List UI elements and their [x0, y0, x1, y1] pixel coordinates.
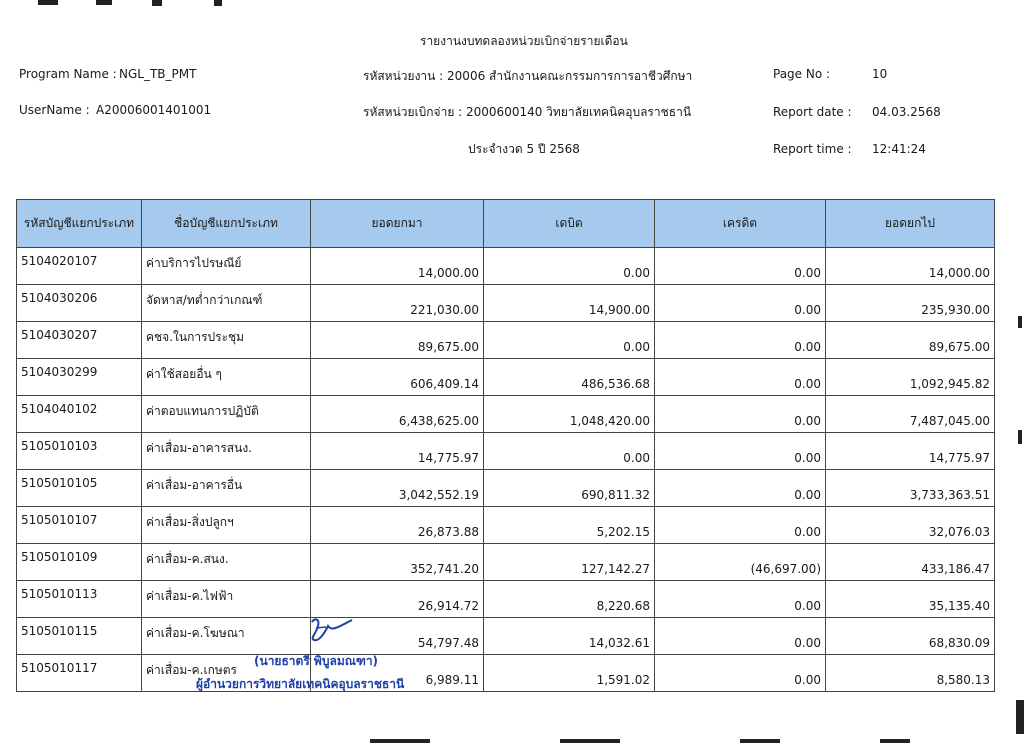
debit-cell: 1,048,420.00 [484, 396, 655, 433]
page-no-label: Page No : [773, 67, 831, 81]
account-code-cell: 5104030207 [17, 322, 142, 359]
credit-cell: 0.00 [655, 396, 826, 433]
credit-cell: 0.00 [655, 285, 826, 322]
account-code-cell: 5104020107 [17, 248, 142, 285]
scan-edge-mark [96, 0, 112, 5]
opening-balance-cell: 26,914.72 [311, 581, 484, 618]
account-name-cell: คชจ.ในการประชุม [142, 322, 311, 359]
opening-balance-cell: 26,873.88 [311, 507, 484, 544]
closing-balance-cell: 1,092,945.82 [826, 359, 995, 396]
closing-balance-cell: 14,000.00 [826, 248, 995, 285]
opening-balance-cell: 14,775.97 [311, 433, 484, 470]
program-name-value: NGL_TB_PMT [119, 67, 197, 81]
account-name-cell: ค่าเสื่อม-ค.ไฟฟ้า [142, 581, 311, 618]
username-label: UserName : [19, 103, 90, 117]
account-code-cell: 5105010117 [17, 655, 142, 692]
credit-cell: 0.00 [655, 359, 826, 396]
handwritten-signature [306, 612, 356, 646]
account-code-cell: 5105010109 [17, 544, 142, 581]
signatory-name: (นายธาตรี พิบูลมณฑา) [254, 654, 379, 668]
report-date-value: 04.03.2568 [872, 105, 941, 119]
table-row [17, 618, 995, 655]
table-row [17, 359, 995, 396]
closing-balance-cell: 14,775.97 [826, 433, 995, 470]
table-row [17, 322, 995, 359]
credit-cell: (46,697.00) [655, 544, 826, 581]
closing-balance-cell: 32,076.03 [826, 507, 995, 544]
closing-balance-cell: 7,487,045.00 [826, 396, 995, 433]
closing-balance-cell: 3,733,363.51 [826, 470, 995, 507]
scan-edge-mark [740, 739, 780, 743]
account-code-cell: 5104030206 [17, 285, 142, 322]
account-name-cell: ค่าเสื่อม-ค.เกษตร [142, 655, 311, 692]
scan-edge-mark [1016, 700, 1024, 734]
account-name-cell: จัดหาส/ทต่ำกว่าเกณฑ์ [142, 285, 311, 322]
credit-cell: 0.00 [655, 655, 826, 692]
closing-balance-cell: 35,135.40 [826, 581, 995, 618]
report-time-value: 12:41:24 [872, 142, 926, 156]
closing-balance-cell: 68,830.09 [826, 618, 995, 655]
page-no-value: 10 [872, 67, 888, 81]
opening-balance-cell: 14,000.00 [311, 248, 484, 285]
table-row [17, 544, 995, 581]
closing-balance-cell: 8,580.13 [826, 655, 995, 692]
username-value: A20006001401001 [96, 103, 212, 117]
credit-cell: 0.00 [655, 433, 826, 470]
debit-cell: 0.00 [484, 322, 655, 359]
account-name-cell: ค่าเสื่อม-อาคารอื่น [142, 470, 311, 507]
table-row [17, 433, 995, 470]
account-name-cell: ค่าเสื่อม-ค.สนง. [142, 544, 311, 581]
debit-cell: 690,811.32 [484, 470, 655, 507]
table-row [17, 470, 995, 507]
table-row [17, 655, 995, 692]
scan-edge-mark [370, 739, 430, 743]
account-name-cell: ค่าเสื่อม-ค.โฆษณา [142, 618, 311, 655]
col-header-credit: เครดิต [655, 200, 826, 248]
scan-edge-mark [560, 739, 620, 743]
debit-cell: 8,220.68 [484, 581, 655, 618]
account-code-cell: 5105010107 [17, 507, 142, 544]
disbursing-unit-code: รหัสหน่วยเบิกจ่าย : 2000600140 วิทยาลัยเทคนิคอุบลราชธานี [363, 105, 692, 119]
debit-cell: 486,536.68 [484, 359, 655, 396]
opening-balance-cell: 6,438,625.00 [311, 396, 484, 433]
credit-cell: 0.00 [655, 581, 826, 618]
credit-cell: 0.00 [655, 470, 826, 507]
scan-edge-mark [880, 739, 910, 743]
opening-balance-cell: 606,409.14 [311, 359, 484, 396]
account-name-cell: ค่าตอบแทนการปฏิบัติ [142, 396, 311, 433]
debit-cell: 14,900.00 [484, 285, 655, 322]
opening-balance-cell: 54,797.48 [311, 618, 484, 655]
debit-cell: 5,202.15 [484, 507, 655, 544]
debit-cell: 0.00 [484, 248, 655, 285]
table-row [17, 507, 995, 544]
col-header-opening-balance: ยอดยกมา [311, 200, 484, 248]
report-time-label: Report time : [773, 142, 852, 156]
program-name-label: Program Name : [19, 67, 117, 81]
scan-edge-mark [1018, 430, 1022, 444]
debit-cell: 1,591.02 [484, 655, 655, 692]
debit-cell: 14,032.61 [484, 618, 655, 655]
closing-balance-cell: 433,186.47 [826, 544, 995, 581]
credit-cell: 0.00 [655, 507, 826, 544]
opening-balance-cell: 221,030.00 [311, 285, 484, 322]
opening-balance-cell: 352,741.20 [311, 544, 484, 581]
credit-cell: 0.00 [655, 618, 826, 655]
report-title: รายงานงบทดลองหน่วยเบิกจ่ายรายเดือน [420, 34, 628, 48]
opening-balance-cell: 89,675.00 [311, 322, 484, 359]
report-period: ประจำงวด 5 ปี 2568 [468, 142, 580, 156]
account-name-cell: ค่าใช้สอยอื่น ๆ [142, 359, 311, 396]
credit-cell: 0.00 [655, 322, 826, 359]
signatory-position: ผู้อำนวยการวิทยาลัยเทคนิคอุบลราชธานี [196, 677, 405, 691]
opening-balance-cell: 3,042,552.19 [311, 470, 484, 507]
opening-balance-cell: 6,989.11 [311, 655, 484, 692]
account-code-cell: 5104030299 [17, 359, 142, 396]
scan-edge-mark [38, 0, 58, 5]
account-name-cell: ค่าเสื่อม-สิ่งปลูกฯ [142, 507, 311, 544]
account-code-cell: 5104040102 [17, 396, 142, 433]
col-header-account-code: รหัสบัญชีแยกประเภท [17, 200, 142, 248]
closing-balance-cell: 235,930.00 [826, 285, 995, 322]
col-header-debit: เดบิต [484, 200, 655, 248]
account-name-cell: ค่าบริการไปรษณีย์ [142, 248, 311, 285]
debit-cell: 0.00 [484, 433, 655, 470]
closing-balance-cell: 89,675.00 [826, 322, 995, 359]
scan-edge-mark [152, 0, 162, 6]
table-row [17, 285, 995, 322]
debit-cell: 127,142.27 [484, 544, 655, 581]
agency-code: รหัสหน่วยงาน : 20006 สำนักงานคณะกรรมการการอาชีวศึกษา [363, 69, 693, 83]
scan-edge-mark [1018, 316, 1022, 328]
report-date-label: Report date : [773, 105, 852, 119]
credit-cell: 0.00 [655, 248, 826, 285]
account-code-cell: 5105010103 [17, 433, 142, 470]
account-code-cell: 5105010105 [17, 470, 142, 507]
table-row [17, 581, 995, 618]
account-code-cell: 5105010113 [17, 581, 142, 618]
table-header-row [17, 200, 995, 248]
col-header-closing-balance: ยอดยกไป [826, 200, 995, 248]
account-code-cell: 5105010115 [17, 618, 142, 655]
account-name-cell: ค่าเสื่อม-อาคารสนง. [142, 433, 311, 470]
scan-edge-mark [214, 0, 222, 6]
col-header-account-name: ชื่อบัญชีแยกประเภท [142, 200, 311, 248]
table-row [17, 396, 995, 433]
table-row [17, 248, 995, 285]
trial-balance-table [16, 199, 995, 692]
